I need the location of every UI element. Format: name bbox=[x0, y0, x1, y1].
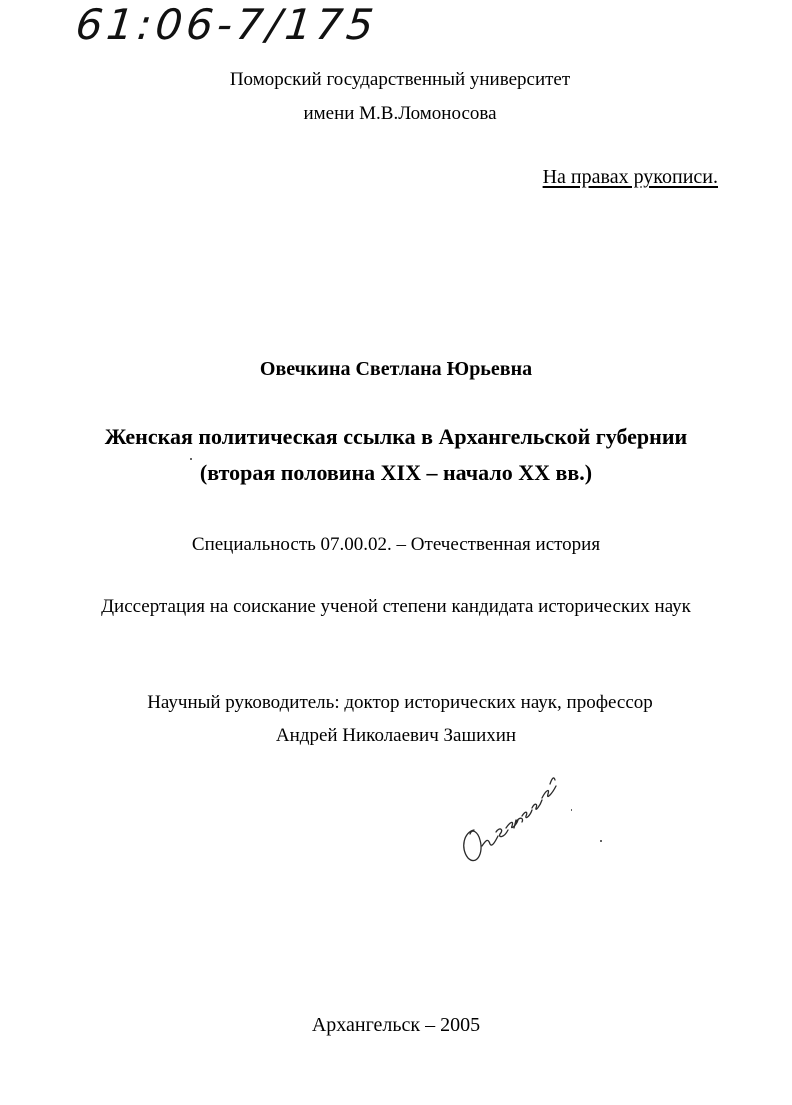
dissertation-degree-line: Диссертация на соискание ученой степени кандидата исторических наук bbox=[101, 596, 691, 617]
manuscript-rights-note: На правах рукописи. bbox=[542, 166, 718, 188]
archive-stamp: 61:06-7/175 bbox=[73, 0, 380, 49]
supervisor-title: Научный руководитель: доктор исторических наук, профессор bbox=[147, 692, 653, 713]
scan-speck bbox=[600, 840, 602, 842]
author-name: Овечкина Светлана Юрьевна bbox=[259, 358, 533, 380]
university-named-after: имени М.В.Ломоносова bbox=[303, 103, 497, 124]
dissertation-title-line2: (вторая половина XIX – начало XX вв.) bbox=[199, 460, 593, 485]
supervisor-name: Андрей Николаевич Зашихин bbox=[275, 725, 517, 746]
scan-speck bbox=[190, 458, 192, 460]
place-and-year: Архангельск – 2005 bbox=[311, 1014, 481, 1036]
university-name: Поморский государственный университет bbox=[229, 69, 571, 90]
handwritten-signature bbox=[452, 760, 572, 870]
dissertation-title-line1: Женская политическая ссылка в Архангельской губернии bbox=[104, 424, 688, 449]
specialty-line: Специальность 07.00.02. – Отечественная история bbox=[191, 534, 601, 555]
